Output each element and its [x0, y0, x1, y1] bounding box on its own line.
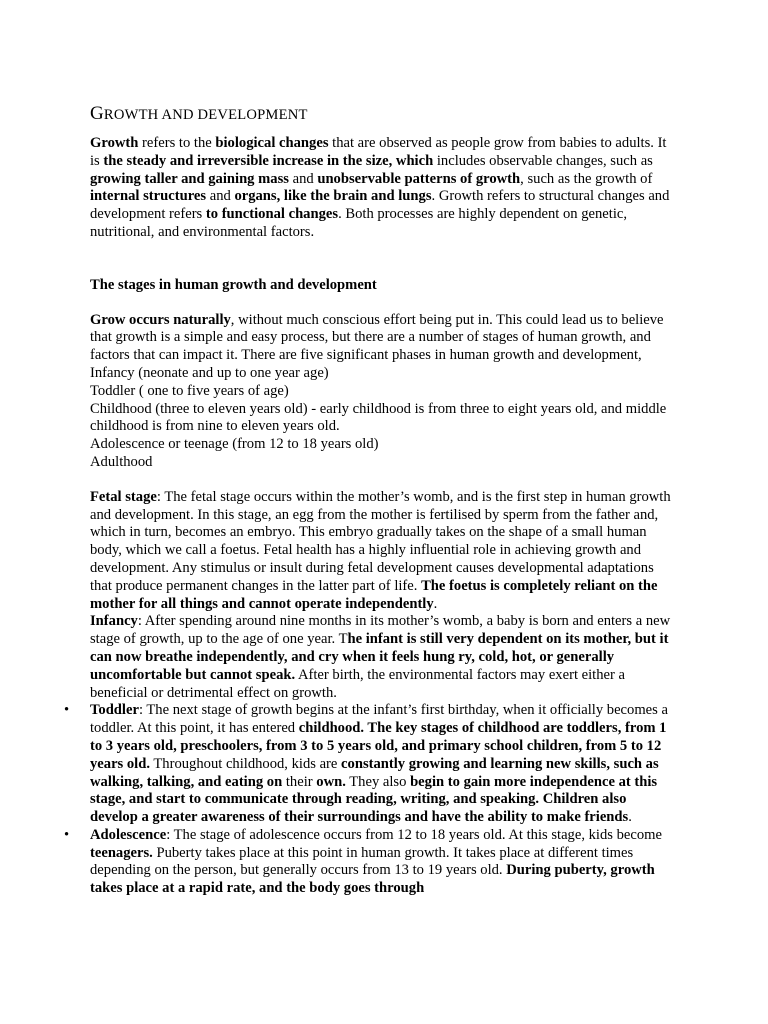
text-run: . [433, 595, 438, 612]
bold-text-run: childhood. The key stages of childhood are toddlers, from 1 to 3 years old, preschoolers, from 3 to 5 years old, and primary school children, from 5 to 12 years old. [90, 720, 667, 772]
phase-item: Childhood (three to eleven years old) - early childhood is from three to eight years old, and middle childhood is from nine to eleven years old. [90, 400, 667, 435]
phase-item: Adolescence or teenage (from 12 to 18 years old) [90, 436, 379, 453]
title-rest: ROWTH AND DEVELOPMENT [103, 107, 308, 123]
stages-heading: The stages in human growth and development [90, 276, 377, 293]
bold-text-run: Adolescence [90, 826, 167, 843]
toddler-bullet-item [64, 702, 675, 827]
text-run: : The fetal stage occurs within the mother’s womb, and is the first step in human growth and development. In this stage, an egg from the mother is fertilised by sperm from the father and, which in turn, becomes an embryo. This embryo gradually takes on the shape of a small human body, which we call a foetus. Fetal health has a highly influential role in achieving growth and development. Any stimulus or insult during fetal development causes developmental adaptations that produce permanent changes in the latter part of life. [90, 488, 671, 594]
bold-text-run: own. [316, 773, 346, 790]
bold-text-run: biological changes [215, 135, 329, 151]
bold-text-run: begin to gain more independence at this stage, and start to communicate through reading, writing, and speaking. Children also develop a greater awareness of their surroundings and have the ability to make friends [90, 773, 658, 826]
phases-list [90, 365, 675, 472]
text-run: : The next stage of growth begins at the infant’s first birthday, when it officially becomes a toddler. At this point, it has entered [90, 702, 668, 737]
bold-text-run: Growth [90, 135, 139, 151]
phase-item: Toddler ( one to five years of age) [90, 382, 289, 399]
infancy-paragraph [90, 613, 675, 702]
bold-text-run: Grow occurs naturally [90, 311, 231, 328]
document-title [90, 104, 675, 125]
text-run: , such as the growth of [520, 170, 653, 187]
bold-text-run: he infant is still very dependent on its mother, but it can now breathe independently, and cry when it feels hung ry, cold, hot, or generally uncomfortable but cannot speak. [90, 631, 669, 683]
text-run: that are observed as people grow from babies to adults. It is [90, 135, 667, 169]
fetal-stage-paragraph [90, 489, 675, 614]
bold-text-run: During puberty, growth takes place at a rapid rate, and the body goes through [90, 862, 655, 897]
title-first-letter: G [90, 103, 104, 124]
phase-item: Adulthood [90, 453, 153, 470]
text-run: refers to the [138, 135, 216, 151]
text-run: their [282, 773, 317, 790]
bold-text-run: constantly growing and learning new skills, such as walking, talking, and eating on [90, 755, 659, 790]
bold-text-run: Toddler [90, 702, 139, 719]
bold-text-run: to functional changes [205, 206, 339, 223]
bold-text-run: The foetus is completely reliant on the mother for all things and cannot operate independently [90, 577, 658, 612]
text-run: : The stage of adolescence occurs from 12 to 18 years old. At this stage, kids become [166, 826, 662, 843]
text-run: , without much conscious effort being put in. This could lead us to believe that growth is a simple and easy process, but there are a number of stages of human growth, and factors that can impact it. There are five significant phases in human growth and development, [90, 311, 664, 364]
stage-bullet-list [64, 702, 675, 898]
bold-text-run: the steady and irreversible increase in the size, which [103, 152, 434, 169]
bold-text-run: internal structures [90, 188, 207, 205]
text-run: After birth, the environmental factors may exert either a beneficial or detrimental effect on growth. [90, 666, 625, 701]
bullet-icon: • [64, 826, 70, 843]
text-run: includes observable changes, such as [433, 152, 653, 169]
text-run: and [288, 170, 318, 187]
bold-text-run: organs, like the brain and lungs [234, 188, 432, 205]
bold-text-run: Fetal stage [90, 488, 157, 505]
text-run: . [628, 809, 632, 826]
bold-text-run: growing taller and gaining mass [90, 170, 289, 187]
bullet-icon: • [64, 702, 70, 719]
text-run: . Growth refers to structural changes and development refers [90, 188, 670, 223]
phase-item: Infancy (neonate and up to one year age) [90, 364, 329, 381]
adolescence-text [90, 827, 662, 896]
text-run: Puberty takes place at this point in human growth. It takes place at different times depending on the person, but generally occurs from 13 to 19 years old. [90, 844, 634, 879]
text-run: They also [345, 773, 411, 790]
toddler-text [90, 702, 668, 825]
document-body [64, 103, 675, 898]
text-run: Throughout childhood, kids are [150, 755, 342, 772]
text-run: and [206, 188, 235, 205]
bold-text-run: unobservable patterns of growth [317, 170, 521, 187]
growth-definition-paragraph [90, 135, 675, 242]
bold-text-run: Infancy [90, 613, 138, 630]
text-run: . Both processes are highly dependent on genetic, nutritional, and environmental factors. [90, 206, 628, 240]
text-run: : After spending around nine months in its mother’s womb, a baby is born and enters a new stage of growth, up to the age of one year. T [90, 613, 671, 648]
adolescence-bullet-item [64, 826, 675, 898]
growth-intro-paragraph [90, 312, 675, 365]
bold-text-run: teenagers. [90, 844, 153, 861]
